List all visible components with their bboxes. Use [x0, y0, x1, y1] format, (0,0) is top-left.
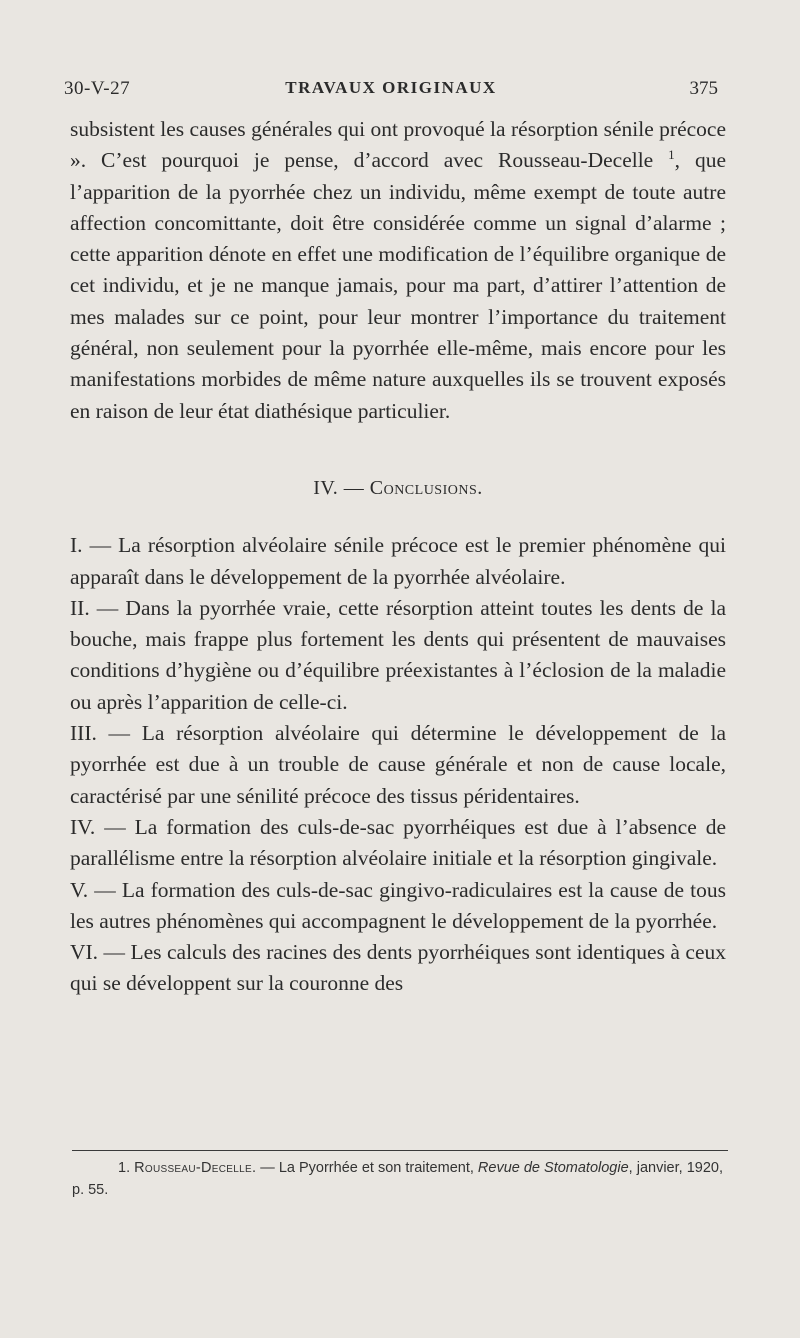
paragraph-text-b: , que l’apparition de la pyorrhée chez un individu, même exempt de toute autre affection concomittante, doit être considérée comme un signal d’alarme ; cette apparition dénote en effet une modification de l’équilibre organique de cet individu, et je ne manque jamais, pour ma part, d’attirer l’attention de mes malades sur ce point, pour leur montrer l’importance du traitement général, non seulement pour la pyorrhée elle-même, mais encore pour les manifestations morbides de même nature auxquelles ils se trouvent exposés en raison de leur état diathésique particulier.: [70, 148, 726, 423]
footnote: [72, 1157, 728, 1201]
running-header: [64, 78, 718, 108]
conclusion-item-4: IV. — La formation des culs-de-sac pyorrhéiques est due à l’absence de parallélisme entre la résorption alvéolaire initiale et la résorption gingivale.: [70, 814, 726, 871]
paragraph-text-a: subsistent les causes générales qui ont provoqué la résorption sénile précoce ». C’est pourquoi je pense, d’accord avec Rousseau-Decelle: [70, 117, 726, 173]
conclusion-item-1: I. — La résorption alvéolaire sénile précoce est le premier phénomène qui apparaît dans le développement de la pyorrhée alvéolaire.: [70, 533, 726, 589]
page-number: 375: [689, 78, 718, 99]
footnote-text-a: — La Pyorrhée et son traitement,: [256, 1160, 478, 1176]
body-text: [70, 114, 726, 1000]
footnote-divider: [72, 1150, 728, 1151]
conclusion-item-5: V. — La formation des culs-de-sac gingivo-radiculaires est la cause de tous les autres phénomènes qui accompagnent le développement de la pyorrhée.: [70, 877, 726, 933]
footnote-text-b: , janvier, 1920, p. 55.: [72, 1160, 723, 1198]
section-heading: IV. — Conclusions.: [313, 476, 483, 499]
conclusion-item-6: VI. — Les calculs des racines des dents pyorrhéiques sont identiques à ceux qui se développent sur la couronne des: [70, 940, 726, 996]
footnote-number: 1.: [118, 1160, 131, 1176]
footnote-author: Rousseau-Decelle.: [134, 1160, 257, 1176]
footnote-reference: 1: [668, 147, 675, 163]
continued-paragraph: [70, 114, 726, 427]
conclusion-item-3: III. — La résorption alvéolaire qui détermine le développement de la pyorrhée est due à un trouble de cause générale et non de cause locale, caractérisé par une sénilité précoce des tissus péridentaires.: [70, 721, 726, 808]
running-title: TRAVAUX ORIGINAUX: [285, 78, 497, 97]
footnote-journal: Revue de Stomatologie: [477, 1160, 629, 1176]
conclusion-item-2: II. — Dans la pyorrhée vraie, cette résorption atteint toutes les dents de la bouche, mais frappe plus fortement les dents qui présentent de mauvaises conditions d’hygiène ou d’équilibre préexistantes à l’éclosion de la maladie ou après l’apparition de celle-ci.: [70, 595, 726, 714]
issue-date: 30-V-27: [64, 78, 131, 99]
